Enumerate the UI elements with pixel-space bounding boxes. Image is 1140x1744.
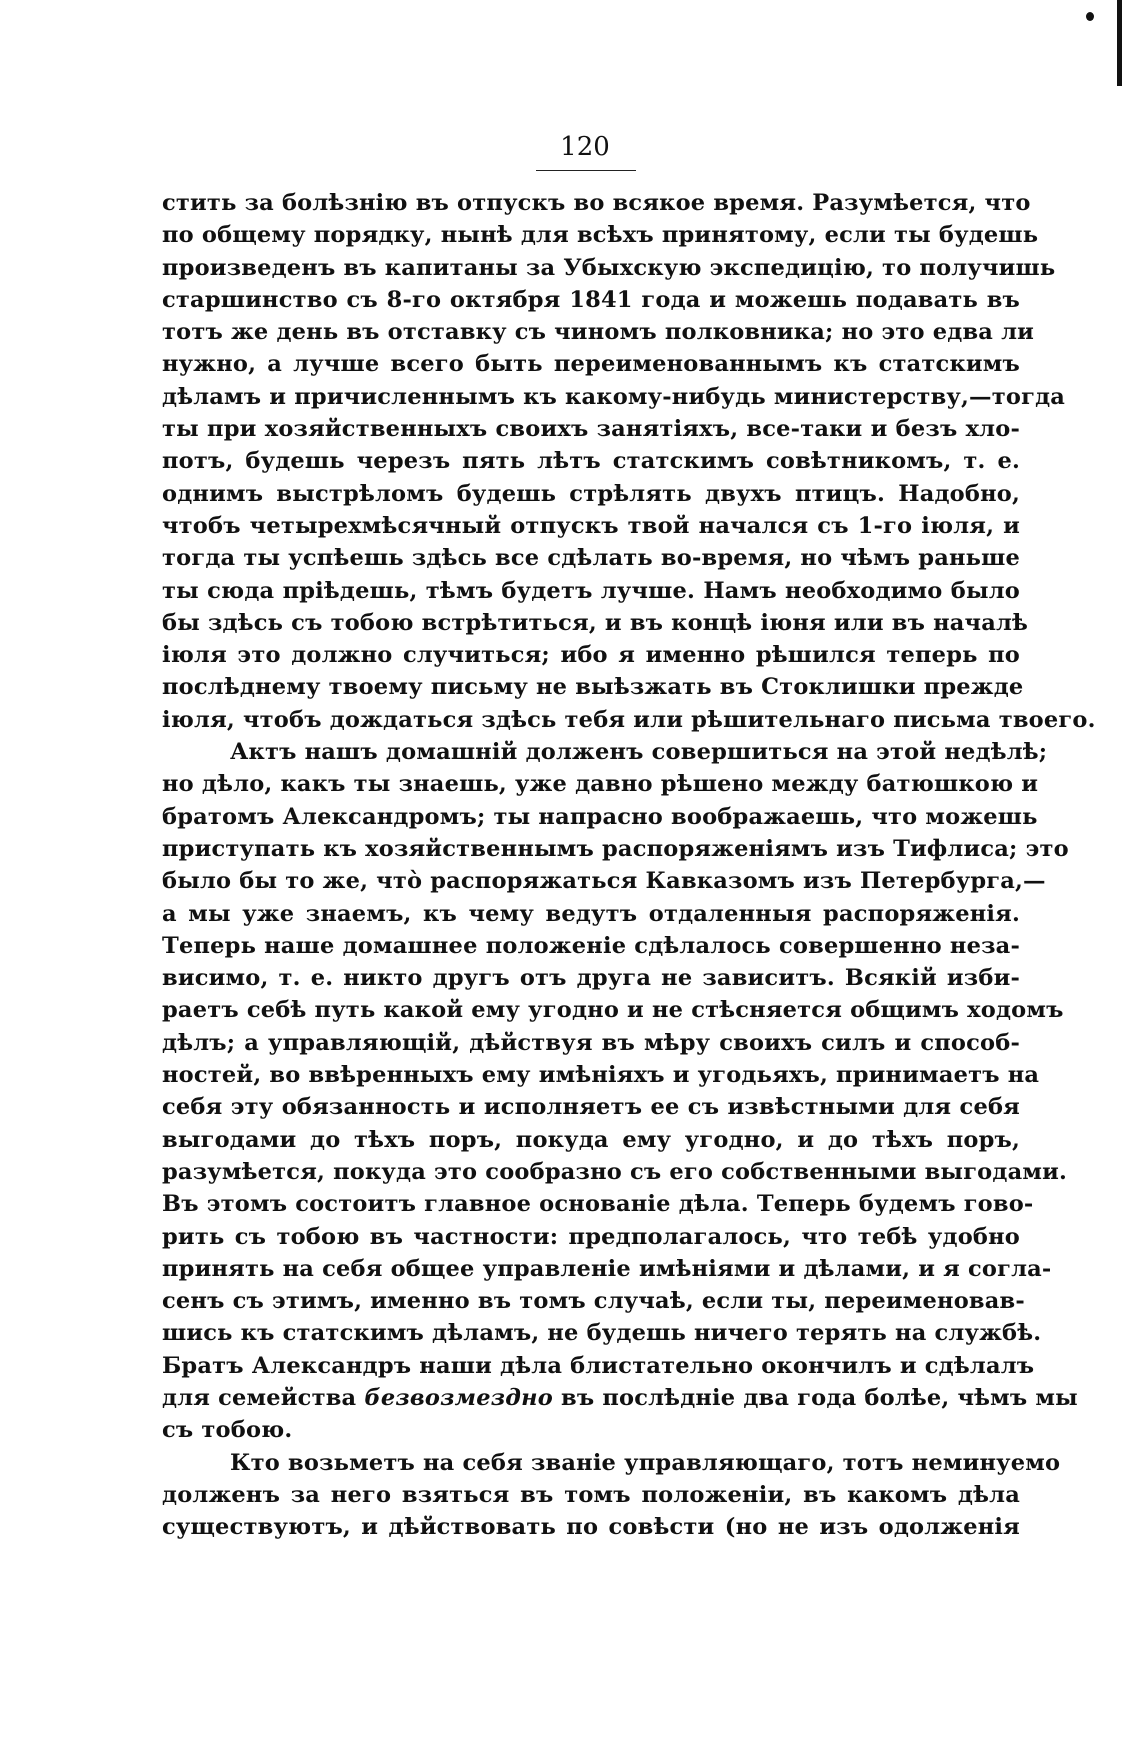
paragraph-end-line: съ тобою.: [162, 1417, 293, 1444]
text-line: тогда ты успѣешь здѣсь все сдѣлать во-время, но чѣмъ раньше: [162, 545, 1021, 572]
text-line: было бы то же, что̀ распоряжаться Кавказомъ изъ Петербурга,—: [162, 868, 1046, 895]
scan-edge-mark: [1117, 0, 1122, 86]
text-line: ты сюда пріѣдешь, тѣмъ будетъ лучше. Намъ необходимо было: [162, 577, 1020, 604]
text-line-with-emphasis: [162, 1382, 1078, 1414]
text-line: по общему порядку, нынѣ для всѣхъ принятому, если ты будешь: [162, 222, 1039, 249]
text-line: существуютъ, и дѣйствовать по совѣсти (но не изъ одолженія: [162, 1514, 1020, 1541]
text-line: іюля это должно случиться; ибо я именно рѣшился теперь по: [162, 642, 1020, 669]
text-line: чтобъ четырехмѣсячный отпускъ твой начался съ 1-го іюля, и: [162, 512, 1020, 539]
text-line: однимъ выстрѣломъ будешь стрѣлять двухъ птицъ. Надобно,: [162, 480, 1020, 507]
text-line: рить съ тобою въ частности: предполагалось, что тебѣ удобно: [162, 1223, 1020, 1250]
paragraph-start-line: Кто возьметъ на себя званіе управляющаго, тотъ неминуемо: [230, 1449, 1061, 1476]
text-segment: для семейства: [162, 1384, 365, 1411]
text-line: стить за болѣзнію въ отпускъ во всякое время. Разумѣется, что: [162, 190, 1031, 216]
text-line: братомъ Александромъ; ты напрасно воображаешь, что можешь: [162, 803, 1038, 830]
body-text: [162, 187, 1096, 1543]
text-line: Въ этомъ состоитъ главное основаніе дѣла. Теперь будемъ гово-: [162, 1191, 1034, 1218]
scan-ink-dot: [1086, 12, 1094, 21]
text-line: тотъ же день въ отставку съ чиномъ полковника; но это едва ли: [162, 319, 1035, 346]
text-line: произведенъ въ капитаны за Убыхскую экспедицію, то получишь: [162, 254, 1056, 281]
emphasized-word: безвозмездно: [364, 1384, 553, 1411]
text-line: Братъ Александръ наши дѣла блистательно окончилъ и сдѣлалъ: [162, 1352, 1035, 1379]
text-line: но дѣло, какъ ты знаешь, уже давно рѣшено между батюшкою и: [162, 771, 1039, 798]
text-line: ностей, во ввѣренныхъ ему имѣніяхъ и угодьяхъ, принимаетъ на: [162, 1062, 1040, 1089]
text-line: нужно, а лучше всего быть переименованнымъ къ статскимъ: [162, 351, 1020, 378]
text-line: шись къ статскимъ дѣламъ, не будешь ничего терять на службѣ.: [162, 1320, 1042, 1347]
text-line: выгодами до тѣхъ поръ, покуда ему угодно, и до тѣхъ поръ,: [162, 1126, 1020, 1153]
text-line: Теперь наше домашнее положеніе сдѣлалось совершенно неза-: [162, 932, 1020, 959]
text-line: старшинство съ 8-го октября 1841 года и можешь подавать въ: [162, 286, 1020, 313]
text-segment: въ послѣдніе два года болѣе, чѣмъ мы: [552, 1384, 1078, 1411]
paragraph-start-line: Актъ нашъ домашній долженъ совершиться на этой недѣлѣ;: [230, 739, 1048, 766]
text-line: висимо, т. е. никто другъ отъ друга не зависитъ. Всякій изби-: [162, 965, 1020, 992]
text-line: приступать къ хозяйственнымъ распоряженіямъ изъ Тифлиса; это: [162, 835, 1069, 862]
text-line: себя эту обязанность и исполняетъ ее съ извѣстными для себя: [162, 1094, 1020, 1121]
text-line: сенъ съ этимъ, именно въ томъ случаѣ, если ты, переименовав-: [162, 1288, 1025, 1315]
text-line: бы здѣсь съ тобою встрѣтиться, и въ концѣ іюня или въ началѣ: [162, 609, 1029, 636]
text-line: разумѣется, покуда это сообразно съ его собственными выгодами.: [162, 1158, 1068, 1185]
text-line: іюля, чтобъ дождаться здѣсь тебя или рѣшительнаго письма твоего.: [162, 706, 1096, 733]
text-line: дѣлъ; а управляющій, дѣйствуя въ мѣру своихъ силъ и способ-: [162, 1029, 1020, 1056]
text-line: ты при хозяйственныхъ своихъ занятіяхъ, все-таки и безъ хло-: [162, 416, 1020, 443]
text-line: а мы уже знаемъ, къ чему ведутъ отдаленныя распоряженія.: [162, 900, 1020, 927]
text-line: долженъ за него взяться въ томъ положеніи, въ какомъ дѣла: [162, 1481, 1020, 1508]
page-number-rule: [536, 170, 636, 171]
text-line: потъ, будешь черезъ пять лѣтъ статскимъ совѣтникомъ, т. е.: [162, 448, 1020, 475]
text-line: послѣднему твоему письму не выѣзжать въ Стоклишки прежде: [162, 674, 1024, 701]
text-line: принять на себя общее управленіе имѣніями и дѣлами, и я согла-: [162, 1255, 1052, 1282]
text-line: раетъ себѣ путь какой ему угодно и не стѣсняется общимъ ходомъ: [162, 997, 1064, 1024]
page-number: 120: [560, 132, 610, 162]
text-line: дѣламъ и причисленнымъ къ какому-нибудь министерству,—тогда: [162, 383, 1066, 410]
